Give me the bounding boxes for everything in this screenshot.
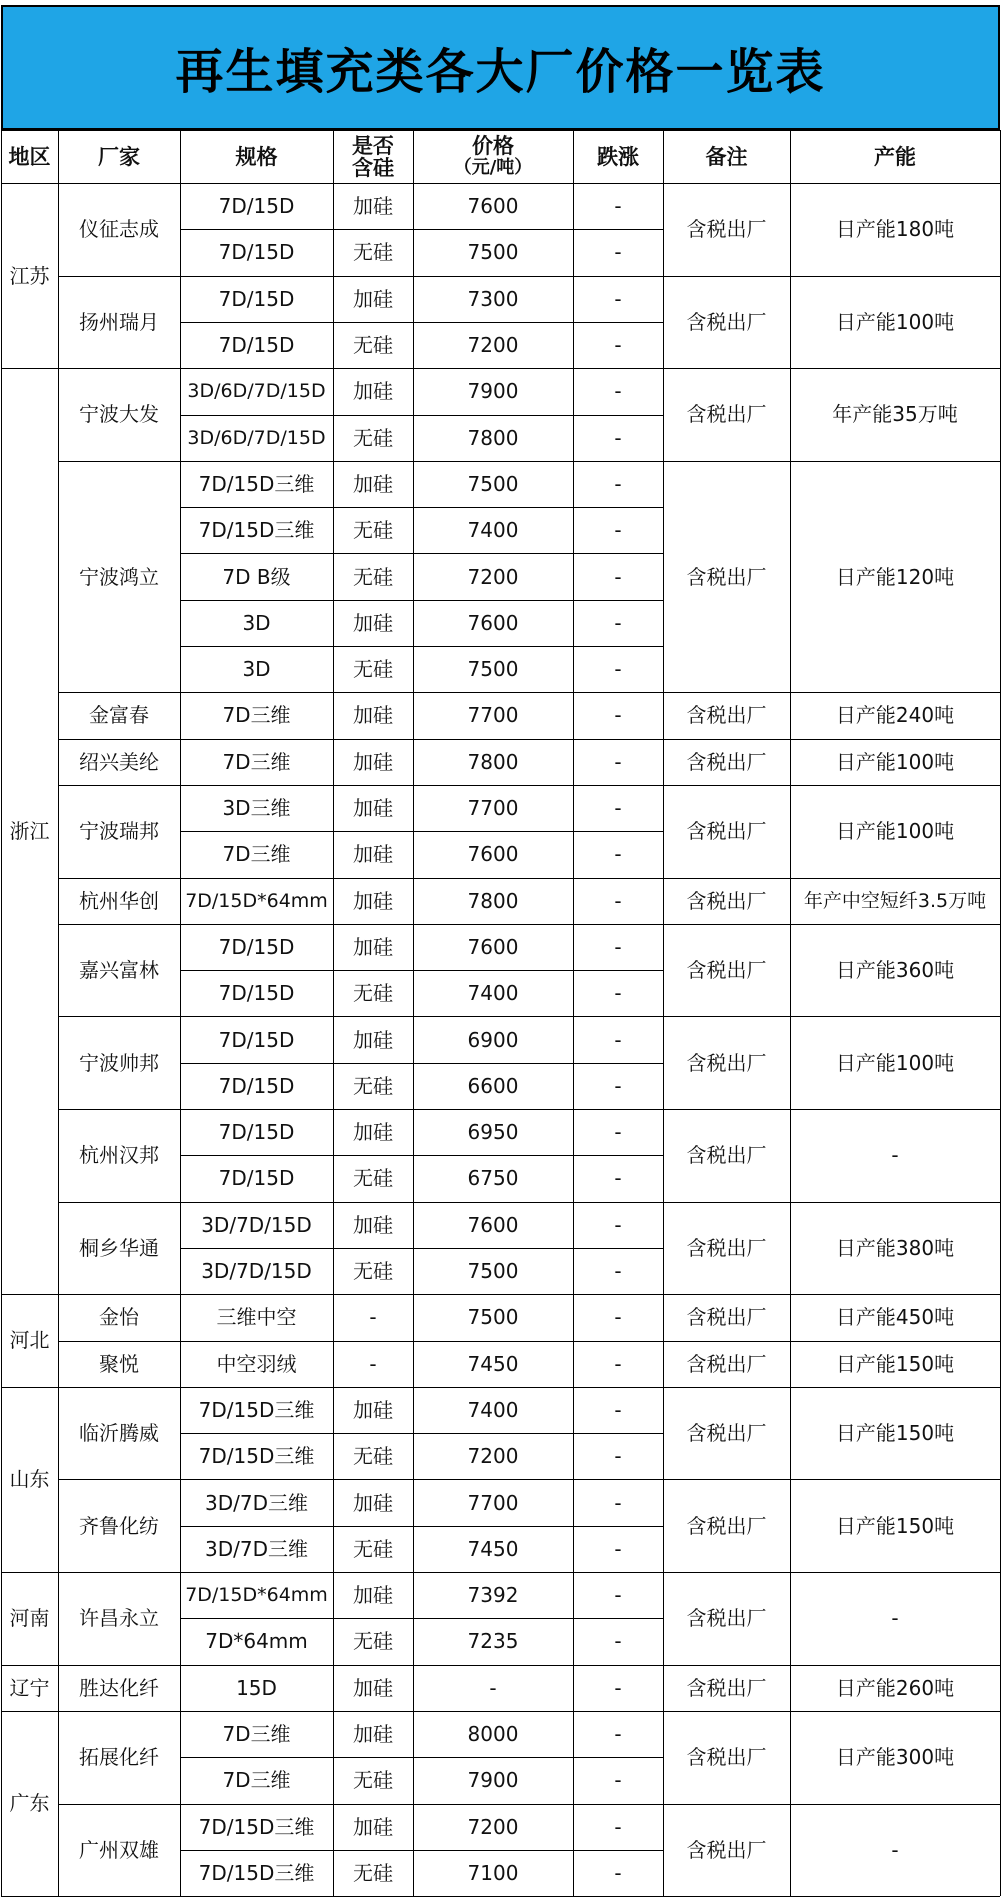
region-cell: 河北 [9,1328,50,1353]
change-cell: - [614,1166,622,1191]
spec-cell: 3D/7D/15D [201,1212,312,1237]
capacity-cell: - [891,1143,899,1168]
spec-cell: 3D三维 [222,796,291,821]
spec-cell: 3D/7D三维 [205,1536,308,1561]
grid-vline [573,130,574,1896]
grid-hline [180,1387,663,1388]
note-cell: 含税出厂 [686,309,767,334]
spec-cell: 7D三维 [222,1768,291,1793]
silicon-cell: 加硅 [353,1027,393,1052]
silicon-cell: 加硅 [353,934,393,959]
maker-cell: 扬州瑞月 [79,309,159,334]
change-cell: - [614,1073,622,1098]
change-cell: - [614,1305,622,1330]
spec-cell: 7D/15D三维 [198,1444,315,1469]
maker-cell: 宁波瑞邦 [79,819,159,844]
maker-cell: 宁波帅邦 [79,1050,159,1075]
silicon-cell: 无硅 [353,1860,393,1885]
spec-cell: 7D/15D*64mm [185,1584,328,1607]
capacity-cell: 日产能100吨 [835,749,955,774]
silicon-cell: 无硅 [353,981,393,1006]
silicon-cell: 加硅 [353,1722,393,1747]
grid-hline [1,183,1000,184]
price-cell: 7200 [467,333,519,358]
header-price [413,130,573,183]
change-cell: - [614,425,622,450]
grid-hline [180,1063,663,1064]
header-maker: 厂家 [98,144,140,169]
spec-cell: 7D/15D [218,934,295,959]
silicon-cell: 无硅 [353,1166,393,1191]
silicon-cell: 无硅 [353,518,393,543]
change-cell: - [614,564,622,589]
note-cell: 含税出厂 [686,958,767,983]
price-cell: 6750 [467,1166,519,1191]
silicon-cell: 加硅 [353,1675,393,1700]
header-price-line1: 价格 [472,133,514,158]
change-cell: - [614,1397,622,1422]
note-cell: 含税出厂 [686,1351,767,1376]
grid-hline [180,1757,663,1758]
change-cell: - [614,749,622,774]
grid-hline [180,1248,663,1249]
price-cell: 7800 [467,888,519,913]
price-cell: 7500 [467,471,519,496]
grid-hline [180,1526,663,1527]
change-cell: - [614,379,622,404]
region-cell: 浙江 [9,819,50,844]
price-cell: 7900 [467,379,519,404]
grid-hline [180,785,663,786]
grid-vline [333,130,334,1896]
silicon-cell: - [369,1351,377,1376]
spec-cell: 7D三维 [222,703,291,728]
note-cell: 含税出厂 [686,888,767,913]
grid-hline [180,1711,663,1712]
change-cell: - [614,1814,622,1839]
price-cell: 7900 [467,1768,519,1793]
silicon-cell: 无硅 [353,240,393,265]
price-cell: 7600 [467,934,519,959]
spec-cell: 三维中空 [216,1305,297,1330]
spec-cell: 7D/15D [218,286,295,311]
maker-cell: 金富春 [89,703,149,728]
price-cell: 7100 [467,1860,519,1885]
grid-hline [1,130,1000,131]
note-cell: 含税出厂 [686,1675,767,1700]
grid-hline [180,1016,663,1017]
price-cell: 7700 [467,1490,519,1515]
spec-cell: 7D/15D [218,1073,295,1098]
price-cell: 7400 [467,1397,519,1422]
maker-cell: 宁波鸿立 [79,564,159,589]
grid-hline [180,1294,663,1295]
change-cell: - [614,934,622,959]
capacity-cell: - [891,1837,899,1862]
grid-hline [180,924,663,925]
region-cell: 江苏 [9,263,50,288]
price-cell: 7450 [467,1536,519,1561]
grid-hline [180,1433,663,1434]
grid-hline [180,970,663,971]
note-cell: 含税出厂 [686,1143,767,1168]
spec-cell: 7D/15D [218,194,295,219]
silicon-cell: 加硅 [353,194,393,219]
maker-cell: 胜达化纤 [79,1675,159,1700]
capacity-cell: 年产能35万吨 [832,402,958,427]
grid-hline [180,692,663,693]
region-cell: 河南 [9,1606,50,1631]
capacity-cell: 日产能300吨 [835,1745,955,1770]
title-banner [1,5,1000,130]
spec-cell: 3D [242,610,271,635]
change-cell: - [614,1490,622,1515]
grid-hline [180,1479,663,1480]
maker-cell: 绍兴美纶 [79,749,159,774]
spec-cell: 3D/7D三维 [205,1490,308,1515]
change-cell: - [614,194,622,219]
header-note: 备注 [705,144,748,169]
silicon-cell: 加硅 [353,379,393,404]
spec-cell: 7D/15D [218,981,295,1006]
note-cell: 含税出厂 [686,1421,767,1446]
capacity-cell: 日产能260吨 [835,1675,955,1700]
note-cell: 含税出厂 [686,819,767,844]
spec-cell: 7D三维 [222,1722,291,1747]
change-cell: - [614,1860,622,1885]
maker-cell: 仪征志成 [79,217,159,242]
capacity-cell: 日产能150吨 [835,1513,955,1538]
silicon-cell: 无硅 [353,564,393,589]
silicon-cell: 加硅 [353,286,393,311]
capacity-cell: 年产中空短纤3.5万吨 [803,889,987,912]
note-cell: 含税出厂 [686,749,767,774]
grid-hline [180,1665,663,1666]
capacity-cell: 日产能150吨 [835,1421,955,1446]
change-cell: - [614,657,622,682]
grid-hline [180,276,663,277]
silicon-cell: 加硅 [353,796,393,821]
grid-hline [180,831,663,832]
change-cell: - [614,1259,622,1284]
grid-hline [180,368,663,369]
price-cell: 7400 [467,981,519,1006]
grid-hline [180,415,663,416]
capacity-cell: 日产能100吨 [835,819,955,844]
header-silicon-line2: 含硅 [352,155,394,180]
price-cell: 7450 [467,1351,519,1376]
price-cell: 7500 [467,1259,519,1284]
silicon-cell: 无硅 [353,425,393,450]
silicon-cell: 加硅 [353,471,393,496]
grid-hline [180,1109,663,1110]
header-region: 地区 [8,144,51,169]
note-cell: 含税出厂 [686,1050,767,1075]
silicon-cell: 加硅 [353,842,393,867]
maker-cell: 杭州华创 [79,888,159,913]
note-cell: 含税出厂 [686,1606,767,1631]
silicon-cell: 无硅 [353,1073,393,1098]
grid-hline [180,461,663,462]
grid-hline [180,878,663,879]
price-cell: 7200 [467,1444,519,1469]
price-cell: - [489,1675,497,1700]
grid-hline [180,1618,663,1619]
spec-cell: 7D/15D三维 [198,518,315,543]
spec-cell: 3D/6D/7D/15D [187,380,326,403]
spec-cell: 7D/15D三维 [198,471,315,496]
grid-vline [58,130,59,1896]
grid-hline [180,1572,663,1573]
region-cell: 山东 [9,1467,50,1492]
spec-cell: 7D B级 [222,564,291,589]
maker-cell: 临沂腾威 [79,1421,159,1446]
grid-hline [180,1341,663,1342]
spec-cell: 7D/15D [218,1120,295,1145]
price-cell: 7600 [467,610,519,635]
silicon-cell: 加硅 [353,1490,393,1515]
capacity-cell: 日产能240吨 [835,703,955,728]
table-title: 再生填充类各大厂价格一览表 [175,44,826,100]
price-cell: 8000 [467,1722,519,1747]
grid-vline [1000,130,1001,1896]
silicon-cell: 加硅 [353,749,393,774]
spec-cell: 3D [242,657,271,682]
silicon-cell: 无硅 [353,657,393,682]
note-cell: 含税出厂 [686,217,767,242]
header-silicon [333,130,413,183]
maker-cell: 嘉兴富林 [79,958,159,983]
spec-cell: 中空羽绒 [216,1351,297,1376]
maker-cell: 宁波大发 [79,402,159,427]
note-cell: 含税出厂 [686,1745,767,1770]
header-price-line2: （元/吨） [453,156,533,178]
change-cell: - [614,471,622,496]
header-silicon-line1: 是否 [352,133,394,158]
maker-cell: 桐乡华通 [79,1235,159,1260]
spec-cell: 7D*64mm [205,1629,308,1654]
price-cell: 7235 [467,1629,519,1654]
capacity-cell: 日产能380吨 [835,1235,955,1260]
silicon-cell: 加硅 [353,888,393,913]
note-cell: 含税出厂 [686,402,767,427]
silicon-cell: 加硅 [353,703,393,728]
spec-cell: 7D/15D*64mm [185,889,328,912]
grid-hline [180,600,663,601]
maker-cell: 齐鲁化纺 [79,1513,159,1538]
grid-hline [180,1155,663,1156]
note-cell: 含税出厂 [686,1235,767,1260]
price-cell: 7300 [467,286,519,311]
maker-cell: 许昌永立 [79,1606,159,1631]
region-cell: 广东 [9,1791,50,1816]
grid-hline [180,553,663,554]
change-cell: - [614,981,622,1006]
spec-cell: 7D/15D三维 [198,1814,315,1839]
spec-cell: 15D [236,1675,277,1700]
price-cell: 7600 [467,194,519,219]
note-cell: 含税出厂 [686,564,767,589]
price-cell: 7600 [467,842,519,867]
change-cell: - [614,1583,622,1608]
maker-cell: 聚悦 [99,1351,139,1376]
header-capacity: 产能 [874,144,916,169]
price-cell: 7500 [467,657,519,682]
header-spec: 规格 [235,144,278,169]
grid-vline [790,130,791,1896]
silicon-cell: 无硅 [353,1536,393,1561]
price-cell: 7700 [467,796,519,821]
change-cell: - [614,1629,622,1654]
silicon-cell: 加硅 [353,610,393,635]
grid-vline [663,130,664,1896]
spec-cell: 7D三维 [222,749,291,774]
capacity-cell: 日产能150吨 [835,1351,955,1376]
change-cell: - [614,1027,622,1052]
change-cell: - [614,518,622,543]
price-cell: 7700 [467,703,519,728]
capacity-cell: - [891,1606,899,1631]
spec-cell: 7D/15D [218,333,295,358]
grid-hline [180,1850,663,1851]
note-cell: 含税出厂 [686,1305,767,1330]
price-cell: 7600 [467,1212,519,1237]
change-cell: - [614,1768,622,1793]
change-cell: - [614,703,622,728]
change-cell: - [614,1722,622,1747]
change-cell: - [614,1536,622,1561]
grid-hline [180,739,663,740]
capacity-cell: 日产能100吨 [835,1050,955,1075]
change-cell: - [614,286,622,311]
header-change: 跌涨 [597,144,639,169]
spec-cell: 7D/15D [218,1166,295,1191]
spec-cell: 3D/6D/7D/15D [187,426,326,449]
silicon-cell: 加硅 [353,1814,393,1839]
silicon-cell: 加硅 [353,1120,393,1145]
silicon-cell: 加硅 [353,1212,393,1237]
capacity-cell: 日产能120吨 [835,564,955,589]
price-cell: 6950 [467,1120,519,1145]
price-cell: 7800 [467,749,519,774]
price-cell: 6900 [467,1027,519,1052]
silicon-cell: 加硅 [353,1397,393,1422]
capacity-cell: 日产能100吨 [835,309,955,334]
price-cell: 7392 [467,1583,519,1608]
note-cell: 含税出厂 [686,1513,767,1538]
capacity-cell: 日产能360吨 [835,958,955,983]
price-cell: 7800 [467,425,519,450]
grid-hline [58,1896,1000,1897]
silicon-cell: 无硅 [353,1444,393,1469]
silicon-cell: 无硅 [353,333,393,358]
grid-hline [180,507,663,508]
price-cell: 7200 [467,564,519,589]
grid-hline [180,646,663,647]
price-cell: 7500 [467,1305,519,1330]
capacity-cell: 日产能450吨 [835,1305,955,1330]
change-cell: - [614,888,622,913]
silicon-cell: 无硅 [353,1768,393,1793]
grid-hline [180,1202,663,1203]
note-cell: 含税出厂 [686,1837,767,1862]
silicon-cell: 无硅 [353,1629,393,1654]
change-cell: - [614,240,622,265]
change-cell: - [614,1444,622,1469]
note-cell: 含税出厂 [686,703,767,728]
capacity-cell: 日产能180吨 [835,217,955,242]
grid-hline [180,229,663,230]
price-cell: 7400 [467,518,519,543]
grid-vline [180,130,181,1896]
price-cell: 7200 [467,1814,519,1839]
change-cell: - [614,1351,622,1376]
change-cell: - [614,842,622,867]
silicon-cell: 无硅 [353,1259,393,1284]
spec-cell: 7D/15D三维 [198,1860,315,1885]
grid-hline [180,1804,663,1805]
silicon-cell: 加硅 [353,1583,393,1608]
change-cell: - [614,333,622,358]
maker-cell: 金怡 [99,1305,139,1330]
change-cell: - [614,1212,622,1237]
price-cell: 7500 [467,240,519,265]
price-cell: 6600 [467,1073,519,1098]
maker-cell: 杭州汉邦 [79,1143,159,1168]
change-cell: - [614,796,622,821]
spec-cell: 7D/15D三维 [198,1397,315,1422]
change-cell: - [614,1120,622,1145]
region-cell: 辽宁 [9,1675,50,1700]
change-cell: - [614,1675,622,1700]
grid-vline [1,130,2,1896]
spec-cell: 7D/15D [218,1027,295,1052]
change-cell: - [614,610,622,635]
grid-vline [413,130,414,1896]
maker-cell: 拓展化纤 [79,1745,159,1770]
spec-cell: 3D/7D/15D [201,1259,312,1284]
spec-cell: 7D三维 [222,842,291,867]
silicon-cell: - [369,1305,377,1330]
spec-cell: 7D/15D [218,240,295,265]
grid-hline [180,322,663,323]
maker-cell: 广州双雄 [79,1837,159,1862]
